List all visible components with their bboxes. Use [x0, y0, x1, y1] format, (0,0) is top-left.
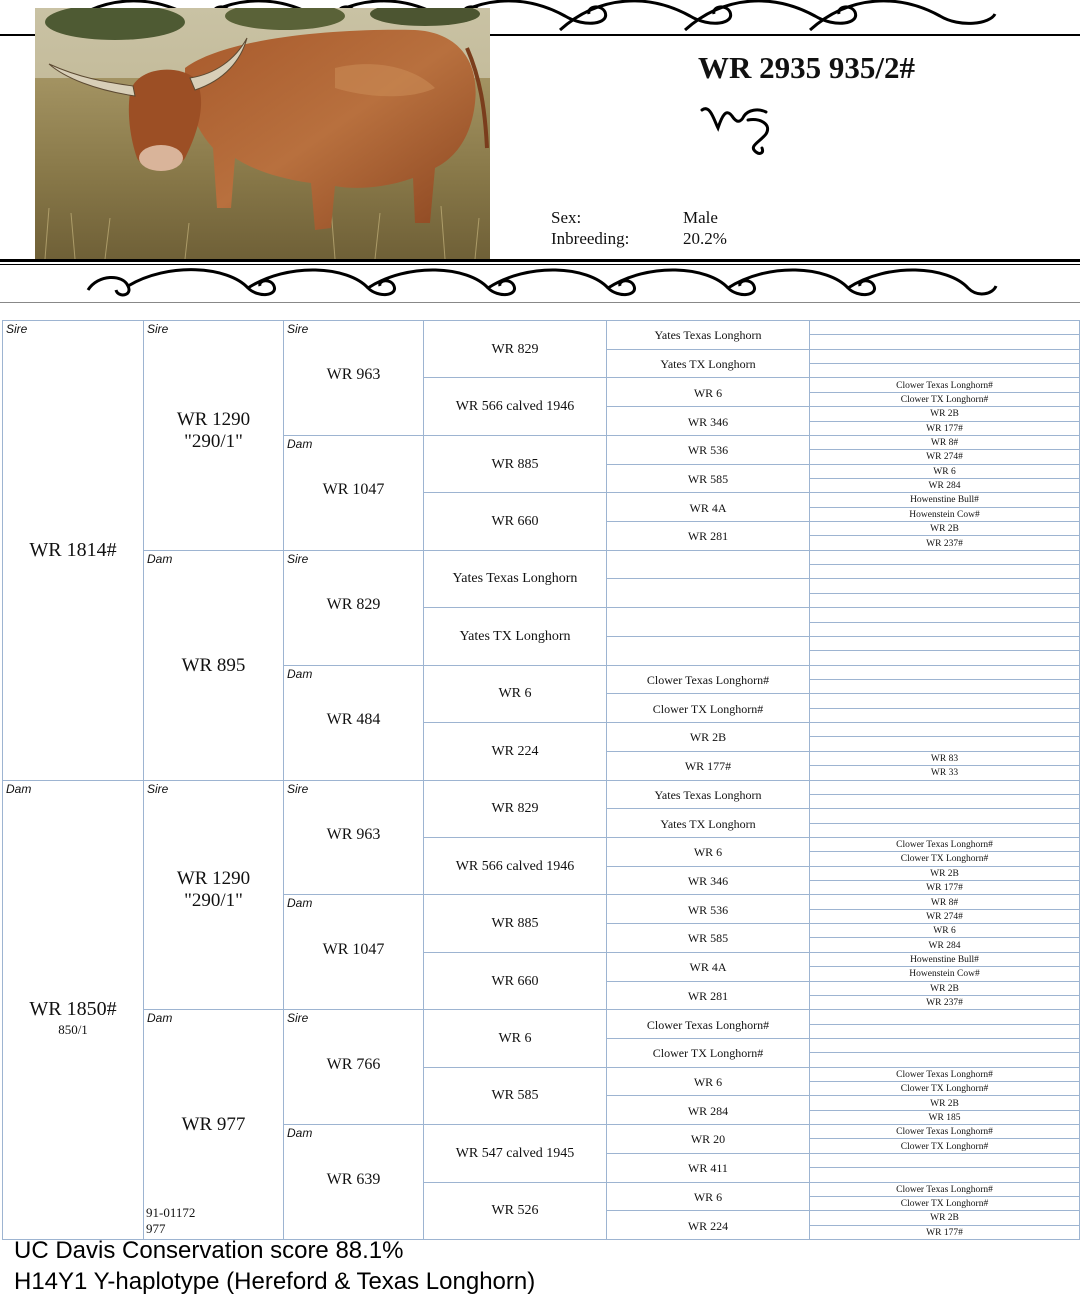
ancestor-name: WR 536 [687, 902, 729, 917]
pedigree-cell-gen6 [809, 837, 1080, 852]
mid-rule [0, 259, 1080, 262]
ancestor-name: Clower Texas Longhorn# [646, 1017, 770, 1032]
pedigree-cell-gen4 [423, 894, 607, 952]
pedigree-cell-gen2 [143, 320, 284, 551]
pedigree-cell-gen6 [809, 1167, 1080, 1182]
pedigree-cell-gen6 [809, 794, 1080, 809]
pedigree-cell-gen3 [283, 320, 424, 436]
pedigree-cell-gen6 [809, 421, 1080, 436]
ancestor-name: WR 526 [491, 1203, 539, 1219]
ancestor-name: WR 566 calved 1946 [455, 858, 575, 874]
pedigree-cell-gen6 [809, 334, 1080, 349]
pedigree-cell-gen6 [809, 823, 1080, 838]
ancestor-name: Yates Texas Longhorn [452, 571, 578, 587]
pedigree-cell-gen6 [809, 406, 1080, 421]
pedigree-cell-gen6 [809, 1052, 1080, 1067]
ancestor-name: WR 566 calved 1946 [455, 399, 575, 415]
ancestor-name: WR 547 calved 1945 [455, 1145, 575, 1161]
pedigree-cell-gen5 [606, 377, 810, 407]
ancestor-name: WR 2B [930, 409, 959, 420]
pedigree-cell-gen6 [809, 1225, 1080, 1240]
sex-value: Male [683, 208, 718, 227]
inbreeding-label: Inbreeding: [551, 229, 630, 248]
ancestor-name: Clower Texas Longhorn# [896, 840, 993, 851]
pedigree-cell-gen6 [809, 952, 1080, 967]
registration-number: 91-01172 [146, 1205, 196, 1220]
pedigree-cell-gen5 [606, 1009, 810, 1039]
pedigree-cell-gen6 [809, 1138, 1080, 1153]
y-haplotype: H14Y1 Y-haplotype (Hereford & Texas Longhorn) [14, 1268, 536, 1295]
pedigree-cell-gen5 [606, 808, 810, 838]
pedigree-cell-gen6 [809, 607, 1080, 622]
ancestor-name: WR 1047 [322, 481, 385, 499]
pedigree-cell-gen5 [606, 665, 810, 695]
inbreeding-value: 20.2% [683, 229, 727, 248]
pedigree-cell-gen5 [606, 521, 810, 551]
ancestor-name: WR 6 [693, 385, 723, 400]
pedigree-cell-gen5 [606, 1067, 810, 1097]
pedigree-cell-gen6 [809, 650, 1080, 665]
ancestor-name: Clower TX Longhorn# [900, 1084, 989, 1095]
pedigree-cell-gen6 [809, 1110, 1080, 1125]
pedigree-cell-gen2 [143, 1009, 284, 1240]
ancestor-name: Howenstein Cow# [909, 969, 980, 980]
ancestor-name: WR 977 [181, 1114, 246, 1136]
pedigree-cell-gen6 [809, 851, 1080, 866]
pedigree-cell-gen5 [606, 435, 810, 465]
pedigree-cell-gen5 [606, 349, 810, 379]
pedigree-cell-gen4 [423, 780, 607, 838]
pedigree-cell-gen6 [809, 1038, 1080, 1053]
ancestor-name: WR 177# [684, 759, 732, 774]
pedigree-cell-gen5 [606, 981, 810, 1011]
ancestor-name: WR 346 [687, 874, 729, 889]
ancestor-name: WR 829 [326, 596, 381, 614]
ancestor-name: WR 274# [926, 911, 963, 922]
pedigree-cell-gen4 [423, 550, 607, 608]
ancestor-name: WR 536 [687, 443, 729, 458]
pedigree-cell-gen4 [423, 1067, 607, 1125]
ancestor-name: WR 2B [930, 1213, 959, 1224]
sire-tag: Sire [287, 322, 309, 336]
pedigree-cell-gen6 [809, 363, 1080, 378]
ancestor-name: Clower Texas Longhorn# [896, 1127, 993, 1138]
pedigree-cell-gen5 [606, 320, 810, 350]
pedigree-cell-gen6 [809, 751, 1080, 766]
pedigree-cell-gen5 [606, 894, 810, 924]
ancestor-name: WR 4A [689, 960, 727, 975]
ancestor-name: WR 585 [491, 1088, 539, 1104]
pedigree-cell-gen4 [423, 665, 607, 723]
pedigree-cell-gen1 [2, 320, 144, 781]
sire-tag: Sire [6, 322, 28, 336]
pedigree-cell-gen4 [423, 952, 607, 1010]
pedigree-cell-gen6 [809, 492, 1080, 507]
ancestor-name: WR 185 [928, 1112, 961, 1123]
pedigree-cell-gen6 [809, 1095, 1080, 1110]
longhorn-bull-photo [35, 8, 490, 259]
pedigree-cell-gen6 [809, 1024, 1080, 1039]
pedigree-cell-gen3 [283, 550, 424, 666]
pedigree-cell-gen5 [606, 406, 810, 436]
dam-tag: Dam [147, 1011, 173, 1026]
ancestor-name: Yates TX Longhorn [660, 357, 756, 372]
pedigree-cell-gen6 [809, 1182, 1080, 1197]
ancestor-name: WR 284 [928, 940, 961, 951]
pedigree-cell-gen4 [423, 320, 607, 378]
pedigree-cell-gen5 [606, 837, 810, 867]
pedigree-cell-gen6 [809, 593, 1080, 608]
pedigree-cell-gen6 [809, 693, 1080, 708]
ancestor-name: WR 484 [326, 711, 381, 729]
dam-tag: Dam [287, 436, 313, 451]
ancestor-name: WR 6 [498, 1030, 532, 1046]
sire-tag: Sire [287, 781, 309, 796]
ancestor-name: Clower Texas Longhorn# [646, 672, 770, 687]
pedigree-cell-gen3 [283, 894, 424, 1010]
pedigree-cell-gen6 [809, 1067, 1080, 1082]
pedigree-cell-gen4 [423, 1124, 607, 1182]
ancestor-name: Clower TX Longhorn# [900, 394, 989, 405]
pedigree-cell-gen6 [809, 765, 1080, 780]
pedigree-cell-gen6 [809, 535, 1080, 550]
pedigree-cell-gen4 [423, 435, 607, 493]
pedigree-cell-gen4 [423, 722, 607, 780]
pedigree-cell-gen3 [283, 665, 424, 781]
pedigree-cell-gen6 [809, 866, 1080, 881]
ancestor-name: WR 1290 [176, 408, 251, 430]
ancestor-name: WR 585 [687, 931, 729, 946]
pedigree-cell-gen5 [606, 464, 810, 494]
pedigree-cell-gen6 [809, 937, 1080, 952]
pedigree-cell-gen6 [809, 665, 1080, 680]
ancestor-name: WR 274# [926, 452, 963, 463]
pedigree-cell-gen6 [809, 780, 1080, 795]
pedigree-cell-gen4 [423, 607, 607, 665]
sire-tag: Sire [147, 781, 169, 796]
pedigree-cell-gen6 [809, 636, 1080, 651]
pedigree-cell-gen5 [606, 607, 810, 637]
scroll-border-bottom [78, 266, 1003, 302]
pedigree-cell-gen6 [809, 1124, 1080, 1139]
ancestor-name: WR 2B [930, 1098, 959, 1109]
pedigree-cell-gen6 [809, 377, 1080, 392]
dam-tag: Dam [6, 781, 32, 796]
pedigree-cell-gen6 [809, 923, 1080, 938]
pedigree-cell-gen5 [606, 1038, 810, 1068]
ancestor-name: WR 660 [491, 514, 539, 530]
pedigree-cell-gen4 [423, 1182, 607, 1240]
ancestor-name: WR 6 [498, 686, 532, 702]
pedigree-cell-gen3 [283, 780, 424, 896]
ancestor-name: WR 963 [326, 825, 381, 843]
dam-tag: Dam [147, 551, 173, 566]
ancestor-name: Clower TX Longhorn# [652, 701, 764, 716]
ancestor-name: WR 281 [687, 988, 729, 1003]
sire-tag: Sire [287, 1011, 309, 1026]
dam-tag: Dam [287, 1126, 313, 1141]
pedigree-cell-gen6 [809, 1153, 1080, 1168]
mid-rule-thin [0, 264, 1080, 265]
ancestor-name: WR 177# [926, 1227, 963, 1238]
ancestor-name: Howenstine Bull# [910, 495, 979, 506]
ancestor-name: WR 1047 [322, 940, 385, 958]
animal-name: WR 2935 935/2# [698, 50, 915, 85]
ancestor-name: Clower TX Longhorn# [652, 1046, 764, 1061]
pedigree-cell-gen6 [809, 521, 1080, 536]
pedigree-cell-gen6 [809, 894, 1080, 909]
pedigree-cell-gen6 [809, 550, 1080, 565]
pedigree-cell-gen5 [606, 1153, 810, 1183]
ancestor-name: WR 83 [930, 753, 959, 764]
ancestor-name: WR 284 [687, 1103, 729, 1118]
pedigree-cell-gen4 [423, 837, 607, 895]
pedigree-cell-gen5 [606, 722, 810, 752]
ancestor-name: WR 829 [491, 801, 539, 817]
pedigree-cell-gen5 [606, 1124, 810, 1154]
ancestor-name: Howenstein Cow# [909, 509, 980, 520]
sex-label: Sex: [551, 208, 582, 227]
pedigree-cell-gen4 [423, 492, 607, 550]
pedigree-cell-gen4 [423, 1009, 607, 1067]
pedigree-cell-gen2 [143, 550, 284, 781]
ancestor-name: WR 1290 [176, 868, 251, 890]
pedigree-cell-gen5 [606, 923, 810, 953]
ancestor-name: WR 660 [491, 973, 539, 989]
pedigree-cell-gen3 [283, 435, 424, 551]
pedigree-cell-gen6 [809, 708, 1080, 723]
ancestor-name: WR 6 [933, 926, 956, 937]
pedigree-cell-gen6 [809, 449, 1080, 464]
ancestor-name: WR 33 [930, 768, 959, 779]
ancestor-name: WR 6 [933, 466, 956, 477]
pedigree-cell-gen6 [809, 392, 1080, 407]
ancestor-name: WR 885 [491, 916, 539, 932]
pedigree-cell-gen5 [606, 636, 810, 666]
ancestor-name: WR 8# [930, 438, 959, 449]
pedigree-cell-gen6 [809, 464, 1080, 479]
pedigree-cell-gen6 [809, 1210, 1080, 1225]
ancestor-name: WR 585 [687, 471, 729, 486]
pedigree-cell-gen6 [809, 808, 1080, 823]
ancestor-name: WR 766 [326, 1055, 381, 1073]
pedigree-cell-gen6 [809, 679, 1080, 694]
pedigree-cell-gen6 [809, 622, 1080, 637]
pedigree-cell-gen3 [283, 1124, 424, 1240]
pedigree-cell-gen6 [809, 507, 1080, 522]
ancestor-name: WR 963 [326, 366, 381, 384]
ancestor-name: WR 224 [687, 1218, 729, 1233]
dam-tag: Dam [287, 666, 313, 681]
pedigree-cell-gen6 [809, 1196, 1080, 1211]
pedigree-cell-gen6 [809, 1009, 1080, 1024]
pedigree-cell-gen6 [809, 578, 1080, 593]
header-bottom-rule [0, 302, 1080, 303]
ancestor-name: WR 411 [688, 1161, 728, 1176]
pedigree-cell-gen1 [2, 780, 144, 1241]
ancestor-name: WR 639 [326, 1170, 381, 1188]
ancestor-name: WR 20 [690, 1132, 726, 1147]
pedigree-cell-gen5 [606, 1210, 810, 1240]
ancestor-name: WR 829 [491, 341, 539, 357]
ancestor-name: Clower TX Longhorn# [900, 1199, 989, 1210]
pedigree-cell-gen6 [809, 564, 1080, 579]
ancestor-name: Yates Texas Longhorn [654, 787, 762, 802]
herd-number: 977 [146, 1221, 166, 1236]
pedigree-cell-gen5 [606, 866, 810, 896]
ancestor-name: WR 2B [689, 730, 727, 745]
pedigree-cell-gen6 [809, 435, 1080, 450]
pedigree-cell-gen4 [423, 377, 607, 435]
wr-brand-icon [700, 98, 780, 158]
ancestor-name: Yates TX Longhorn [660, 816, 756, 831]
pedigree-cell-gen6 [809, 909, 1080, 924]
ancestor-name: WR 346 [687, 414, 729, 429]
ancestor-name: Clower Texas Longhorn# [896, 1069, 993, 1080]
ancestor-name: Clower Texas Longhorn# [896, 380, 993, 391]
ancestor-name: WR 6 [693, 1189, 723, 1204]
ancestor-note: 850/1 [58, 1022, 88, 1038]
pedigree-cell-gen5 [606, 780, 810, 810]
ancestor-name: WR 281 [687, 529, 729, 544]
pedigree-cell-gen6 [809, 722, 1080, 737]
ancestor-name: Clower TX Longhorn# [900, 1141, 989, 1152]
ancestor-name: WR 6 [693, 1075, 723, 1090]
ancestor-name: WR 2B [930, 983, 959, 994]
pedigree-cell-gen6 [809, 320, 1080, 335]
pedigree-cell-gen5 [606, 578, 810, 608]
ancestor-name: WR 895 [181, 654, 246, 676]
pedigree-cell-gen5 [606, 952, 810, 982]
ancestor-name: WR 1814# [29, 538, 117, 561]
pedigree-cell-gen6 [809, 1081, 1080, 1096]
ancestor-nickname: "290/1" [184, 890, 243, 912]
pedigree-cell-gen5 [606, 693, 810, 723]
ancestor-name: Clower TX Longhorn# [900, 854, 989, 865]
pedigree-cell-gen6 [809, 349, 1080, 364]
animal-header [0, 0, 1080, 305]
dam-tag: Dam [287, 896, 313, 911]
pedigree-cell-gen5 [606, 492, 810, 522]
ancestor-name: WR 237# [926, 538, 963, 549]
pedigree-cell-gen2 [143, 780, 284, 1011]
pedigree-cell-gen5 [606, 1095, 810, 1125]
ancestor-name: WR 224 [491, 743, 539, 759]
ancestor-name: Yates TX Longhorn [459, 628, 571, 644]
ancestor-name: Howenstine Bull# [910, 954, 979, 965]
pedigree-cell-gen6 [809, 880, 1080, 895]
ancestor-name: WR 2B [930, 524, 959, 535]
ancestor-name: Clower Texas Longhorn# [896, 1184, 993, 1195]
pedigree-cell-gen5 [606, 1182, 810, 1212]
pedigree-cell-gen6 [809, 736, 1080, 751]
pedigree-cell-gen5 [606, 751, 810, 781]
sire-tag: Sire [147, 322, 169, 336]
ancestor-name: Yates Texas Longhorn [654, 328, 762, 343]
ancestor-name: WR 284 [928, 481, 961, 492]
ancestor-name: WR 1850# [29, 998, 117, 1021]
pedigree-cell-gen5 [606, 550, 810, 580]
ancestor-name: WR 8# [930, 897, 959, 908]
ancestor-name: WR 2B [930, 868, 959, 879]
sire-tag: Sire [287, 551, 309, 566]
pedigree-cell-gen6 [809, 966, 1080, 981]
ancestor-name: WR 177# [926, 423, 963, 434]
pedigree-cell-gen3 [283, 1009, 424, 1125]
ancestor-nickname: "290/1" [184, 430, 243, 452]
ancestor-name: WR 4A [689, 500, 727, 515]
conservation-score: UC Davis Conservation score 88.1% [14, 1237, 404, 1264]
pedigree-cell-gen6 [809, 478, 1080, 493]
ancestor-name: WR 885 [491, 456, 539, 472]
ancestor-name: WR 237# [926, 998, 963, 1009]
ancestor-name: WR 177# [926, 883, 963, 894]
pedigree-cell-gen6 [809, 981, 1080, 996]
ancestor-name: WR 6 [693, 845, 723, 860]
pedigree-cell-gen6 [809, 995, 1080, 1010]
